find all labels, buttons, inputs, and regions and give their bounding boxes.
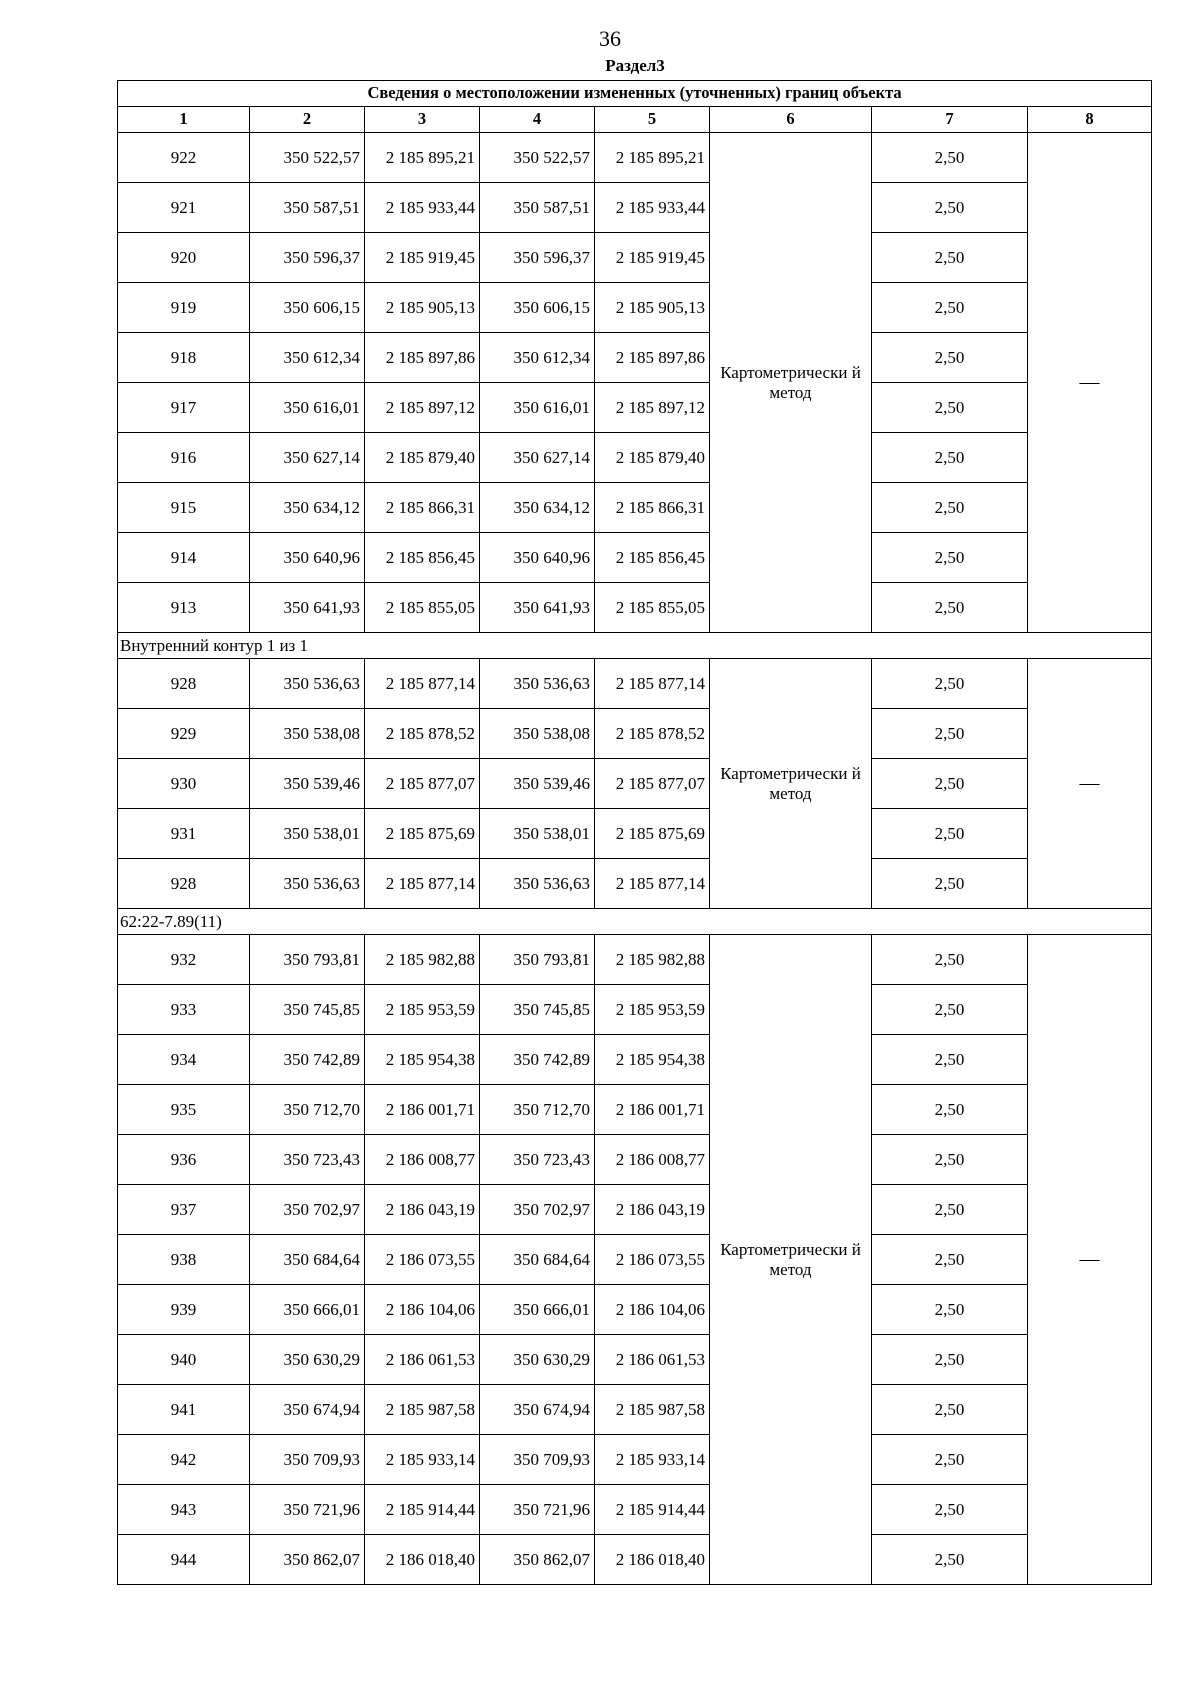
- updated-x-cell: 350 702,97: [480, 1185, 595, 1235]
- accuracy-cell: 2,50: [872, 809, 1028, 859]
- updated-y-cell: 2 185 855,05: [595, 583, 710, 633]
- updated-x-cell: 350 616,01: [480, 383, 595, 433]
- existing-x-cell: 350 536,63: [250, 659, 365, 709]
- accuracy-cell: 2,50: [872, 383, 1028, 433]
- existing-y-cell: 2 185 897,86: [365, 333, 480, 383]
- accuracy-cell: 2,50: [872, 935, 1028, 985]
- point-number-cell: 944: [118, 1535, 250, 1585]
- existing-y-cell: 2 185 914,44: [365, 1485, 480, 1535]
- method-cell: Картометрически й метод: [710, 133, 872, 633]
- table-row: [118, 1335, 1152, 1385]
- point-number-cell: 930: [118, 759, 250, 809]
- existing-x-cell: 350 666,01: [250, 1285, 365, 1335]
- existing-x-cell: 350 596,37: [250, 233, 365, 283]
- header-cell: 8: [1028, 107, 1152, 133]
- header-cell: 7: [872, 107, 1028, 133]
- table-row: [118, 759, 1152, 809]
- point-number-cell: 928: [118, 659, 250, 709]
- updated-y-cell: 2 185 875,69: [595, 809, 710, 859]
- updated-x-cell: 350 596,37: [480, 233, 595, 283]
- existing-x-cell: 350 612,34: [250, 333, 365, 383]
- updated-y-cell: 2 185 866,31: [595, 483, 710, 533]
- updated-y-cell: 2 186 001,71: [595, 1085, 710, 1135]
- updated-y-cell: 2 185 919,45: [595, 233, 710, 283]
- header-cell: 4: [480, 107, 595, 133]
- updated-y-cell: 2 185 895,21: [595, 133, 710, 183]
- contour-caption-row: [118, 909, 1152, 935]
- existing-y-cell: 2 185 856,45: [365, 533, 480, 583]
- existing-x-cell: 350 723,43: [250, 1135, 365, 1185]
- updated-x-cell: 350 862,07: [480, 1535, 595, 1585]
- accuracy-cell: 2,50: [872, 759, 1028, 809]
- accuracy-cell: 2,50: [872, 333, 1028, 383]
- updated-y-cell: 2 185 933,14: [595, 1435, 710, 1485]
- updated-x-cell: 350 538,01: [480, 809, 595, 859]
- updated-y-cell: 2 185 954,38: [595, 1035, 710, 1085]
- point-number-cell: 941: [118, 1385, 250, 1435]
- table-row: [118, 1535, 1152, 1585]
- updated-x-cell: 350 723,43: [480, 1135, 595, 1185]
- existing-x-cell: 350 522,57: [250, 133, 365, 183]
- table-row: [118, 709, 1152, 759]
- updated-y-cell: 2 186 073,55: [595, 1235, 710, 1285]
- existing-x-cell: 350 539,46: [250, 759, 365, 809]
- updated-x-cell: 350 522,57: [480, 133, 595, 183]
- existing-x-cell: 350 742,89: [250, 1035, 365, 1085]
- updated-x-cell: 350 539,46: [480, 759, 595, 809]
- accuracy-cell: 2,50: [872, 1135, 1028, 1185]
- updated-y-cell: 2 185 905,13: [595, 283, 710, 333]
- table-row: [118, 383, 1152, 433]
- updated-x-cell: 350 721,96: [480, 1485, 595, 1535]
- header-cell: 3: [365, 107, 480, 133]
- existing-y-cell: 2 186 073,55: [365, 1235, 480, 1285]
- accuracy-cell: 2,50: [872, 1235, 1028, 1285]
- updated-x-cell: 350 606,15: [480, 283, 595, 333]
- existing-x-cell: 350 793,81: [250, 935, 365, 985]
- table-row: [118, 1435, 1152, 1485]
- point-number-cell: 920: [118, 233, 250, 283]
- updated-x-cell: 350 612,34: [480, 333, 595, 383]
- table-row: [118, 809, 1152, 859]
- updated-x-cell: 350 666,01: [480, 1285, 595, 1335]
- table-body: [118, 81, 1152, 1585]
- table-row: [118, 1185, 1152, 1235]
- table-row: [118, 859, 1152, 909]
- existing-y-cell: 2 185 897,12: [365, 383, 480, 433]
- existing-y-cell: 2 186 008,77: [365, 1135, 480, 1185]
- point-number-cell: 914: [118, 533, 250, 583]
- method-cell: Картометрически й метод: [710, 659, 872, 909]
- updated-x-cell: 350 712,70: [480, 1085, 595, 1135]
- existing-y-cell: 2 186 104,06: [365, 1285, 480, 1335]
- updated-x-cell: 350 709,93: [480, 1435, 595, 1485]
- point-number-cell: 940: [118, 1335, 250, 1385]
- existing-x-cell: 350 640,96: [250, 533, 365, 583]
- updated-y-cell: 2 186 018,40: [595, 1535, 710, 1585]
- table-row: [118, 1035, 1152, 1085]
- accuracy-cell: 2,50: [872, 1485, 1028, 1535]
- point-number-cell: 917: [118, 383, 250, 433]
- updated-x-cell: 350 745,85: [480, 985, 595, 1035]
- updated-y-cell: 2 185 877,14: [595, 859, 710, 909]
- point-number-cell: 936: [118, 1135, 250, 1185]
- table-row: [118, 1485, 1152, 1535]
- accuracy-cell: 2,50: [872, 1435, 1028, 1485]
- existing-y-cell: 2 185 987,58: [365, 1385, 480, 1435]
- table-row: [118, 333, 1152, 383]
- existing-x-cell: 350 721,96: [250, 1485, 365, 1535]
- updated-y-cell: 2 185 879,40: [595, 433, 710, 483]
- existing-y-cell: 2 185 878,52: [365, 709, 480, 759]
- accuracy-cell: 2,50: [872, 183, 1028, 233]
- updated-x-cell: 350 641,93: [480, 583, 595, 633]
- existing-x-cell: 350 712,70: [250, 1085, 365, 1135]
- table-row: [118, 283, 1152, 333]
- updated-y-cell: 2 185 856,45: [595, 533, 710, 583]
- section-title: Раздел3: [605, 56, 665, 75]
- updated-y-cell: 2 186 104,06: [595, 1285, 710, 1335]
- existing-x-cell: 350 641,93: [250, 583, 365, 633]
- accuracy-cell: 2,50: [872, 859, 1028, 909]
- contour-caption-row: [118, 633, 1152, 659]
- table-title-row: [118, 81, 1152, 107]
- accuracy-cell: 2,50: [872, 1085, 1028, 1135]
- existing-x-cell: 350 684,64: [250, 1235, 365, 1285]
- existing-x-cell: 350 587,51: [250, 183, 365, 233]
- existing-x-cell: 350 538,01: [250, 809, 365, 859]
- header-cell: 6: [710, 107, 872, 133]
- table-row: [118, 1235, 1152, 1285]
- accuracy-cell: 2,50: [872, 659, 1028, 709]
- accuracy-cell: 2,50: [872, 1535, 1028, 1585]
- existing-x-cell: 350 536,63: [250, 859, 365, 909]
- accuracy-cell: 2,50: [872, 283, 1028, 333]
- table-row: [118, 583, 1152, 633]
- accuracy-cell: 2,50: [872, 533, 1028, 583]
- existing-x-cell: 350 538,08: [250, 709, 365, 759]
- accuracy-cell: 2,50: [872, 583, 1028, 633]
- description-cell: —: [1028, 133, 1152, 633]
- accuracy-cell: 2,50: [872, 483, 1028, 533]
- updated-x-cell: 350 640,96: [480, 533, 595, 583]
- table-row: [118, 183, 1152, 233]
- point-number-cell: 942: [118, 1435, 250, 1485]
- contour-caption: 62:22-7.89(11): [118, 909, 1152, 935]
- point-number-cell: 916: [118, 433, 250, 483]
- existing-x-cell: 350 627,14: [250, 433, 365, 483]
- existing-y-cell: 2 186 043,19: [365, 1185, 480, 1235]
- contour-caption: Внутренний контур 1 из 1: [118, 633, 1152, 659]
- table-row: [118, 233, 1152, 283]
- existing-y-cell: 2 185 905,13: [365, 283, 480, 333]
- header-cell: 5: [595, 107, 710, 133]
- table-row: [118, 1135, 1152, 1185]
- updated-x-cell: 350 793,81: [480, 935, 595, 985]
- existing-x-cell: 350 630,29: [250, 1335, 365, 1385]
- updated-x-cell: 350 630,29: [480, 1335, 595, 1385]
- point-number-cell: 913: [118, 583, 250, 633]
- existing-y-cell: 2 185 933,44: [365, 183, 480, 233]
- accuracy-cell: 2,50: [872, 985, 1028, 1035]
- accuracy-cell: 2,50: [872, 1335, 1028, 1385]
- updated-x-cell: 350 536,63: [480, 659, 595, 709]
- updated-y-cell: 2 185 953,59: [595, 985, 710, 1035]
- updated-y-cell: 2 185 897,86: [595, 333, 710, 383]
- updated-x-cell: 350 538,08: [480, 709, 595, 759]
- point-number-cell: 918: [118, 333, 250, 383]
- updated-x-cell: 350 742,89: [480, 1035, 595, 1085]
- existing-y-cell: 2 186 061,53: [365, 1335, 480, 1385]
- accuracy-cell: 2,50: [872, 1035, 1028, 1085]
- table-row: [118, 133, 1152, 183]
- coordinates-table: [117, 80, 1152, 1585]
- updated-y-cell: 2 185 877,14: [595, 659, 710, 709]
- point-number-cell: 935: [118, 1085, 250, 1135]
- existing-x-cell: 350 616,01: [250, 383, 365, 433]
- table-row: [118, 935, 1152, 985]
- point-number-cell: 937: [118, 1185, 250, 1235]
- existing-y-cell: 2 185 877,14: [365, 859, 480, 909]
- point-number-cell: 915: [118, 483, 250, 533]
- point-number-cell: 921: [118, 183, 250, 233]
- existing-y-cell: 2 185 877,14: [365, 659, 480, 709]
- table-row: [118, 985, 1152, 1035]
- existing-y-cell: 2 185 877,07: [365, 759, 480, 809]
- existing-y-cell: 2 186 001,71: [365, 1085, 480, 1135]
- updated-y-cell: 2 186 043,19: [595, 1185, 710, 1235]
- existing-x-cell: 350 862,07: [250, 1535, 365, 1585]
- existing-y-cell: 2 185 895,21: [365, 133, 480, 183]
- point-number-cell: 928: [118, 859, 250, 909]
- existing-x-cell: 350 702,97: [250, 1185, 365, 1235]
- updated-x-cell: 350 536,63: [480, 859, 595, 909]
- point-number-cell: 943: [118, 1485, 250, 1535]
- table-row: [118, 1385, 1152, 1435]
- table-row: [118, 659, 1152, 709]
- existing-y-cell: 2 185 919,45: [365, 233, 480, 283]
- updated-y-cell: 2 186 008,77: [595, 1135, 710, 1185]
- existing-y-cell: 2 185 954,38: [365, 1035, 480, 1085]
- existing-y-cell: 2 185 982,88: [365, 935, 480, 985]
- point-number-cell: 922: [118, 133, 250, 183]
- updated-x-cell: 350 674,94: [480, 1385, 595, 1435]
- existing-y-cell: 2 185 875,69: [365, 809, 480, 859]
- accuracy-cell: 2,50: [872, 1285, 1028, 1335]
- accuracy-cell: 2,50: [872, 133, 1028, 183]
- accuracy-cell: 2,50: [872, 233, 1028, 283]
- table-row: [118, 1085, 1152, 1135]
- header-cell: 2: [250, 107, 365, 133]
- point-number-cell: 919: [118, 283, 250, 333]
- table-row: [118, 483, 1152, 533]
- point-number-cell: 938: [118, 1235, 250, 1285]
- updated-x-cell: 350 627,14: [480, 433, 595, 483]
- updated-x-cell: 350 634,12: [480, 483, 595, 533]
- table-title: Сведения о местоположении измененных (уточненных) границ объекта: [118, 81, 1152, 107]
- accuracy-cell: 2,50: [872, 1185, 1028, 1235]
- accuracy-cell: 2,50: [872, 709, 1028, 759]
- description-cell: —: [1028, 935, 1152, 1585]
- updated-y-cell: 2 185 897,12: [595, 383, 710, 433]
- existing-x-cell: 350 745,85: [250, 985, 365, 1035]
- updated-x-cell: 350 587,51: [480, 183, 595, 233]
- existing-y-cell: 2 185 866,31: [365, 483, 480, 533]
- updated-y-cell: 2 185 987,58: [595, 1385, 710, 1435]
- point-number-cell: 932: [118, 935, 250, 985]
- point-number-cell: 939: [118, 1285, 250, 1335]
- point-number-cell: 933: [118, 985, 250, 1035]
- existing-x-cell: 350 634,12: [250, 483, 365, 533]
- description-cell: —: [1028, 659, 1152, 909]
- accuracy-cell: 2,50: [872, 433, 1028, 483]
- existing-y-cell: 2 185 855,05: [365, 583, 480, 633]
- table-header-row: [118, 107, 1152, 133]
- table-row: [118, 1285, 1152, 1335]
- existing-x-cell: 350 606,15: [250, 283, 365, 333]
- existing-y-cell: 2 185 933,14: [365, 1435, 480, 1485]
- updated-x-cell: 350 684,64: [480, 1235, 595, 1285]
- existing-y-cell: 2 185 953,59: [365, 985, 480, 1035]
- accuracy-cell: 2,50: [872, 1385, 1028, 1435]
- page-number: 36: [599, 26, 621, 51]
- header-cell: 1: [118, 107, 250, 133]
- existing-y-cell: 2 186 018,40: [365, 1535, 480, 1585]
- updated-y-cell: 2 185 933,44: [595, 183, 710, 233]
- table-row: [118, 533, 1152, 583]
- existing-y-cell: 2 185 879,40: [365, 433, 480, 483]
- updated-y-cell: 2 186 061,53: [595, 1335, 710, 1385]
- updated-y-cell: 2 185 878,52: [595, 709, 710, 759]
- existing-x-cell: 350 674,94: [250, 1385, 365, 1435]
- existing-x-cell: 350 709,93: [250, 1435, 365, 1485]
- table-row: [118, 433, 1152, 483]
- point-number-cell: 931: [118, 809, 250, 859]
- updated-y-cell: 2 185 877,07: [595, 759, 710, 809]
- updated-y-cell: 2 185 982,88: [595, 935, 710, 985]
- point-number-cell: 934: [118, 1035, 250, 1085]
- method-cell: Картометрически й метод: [710, 935, 872, 1585]
- point-number-cell: 929: [118, 709, 250, 759]
- updated-y-cell: 2 185 914,44: [595, 1485, 710, 1535]
